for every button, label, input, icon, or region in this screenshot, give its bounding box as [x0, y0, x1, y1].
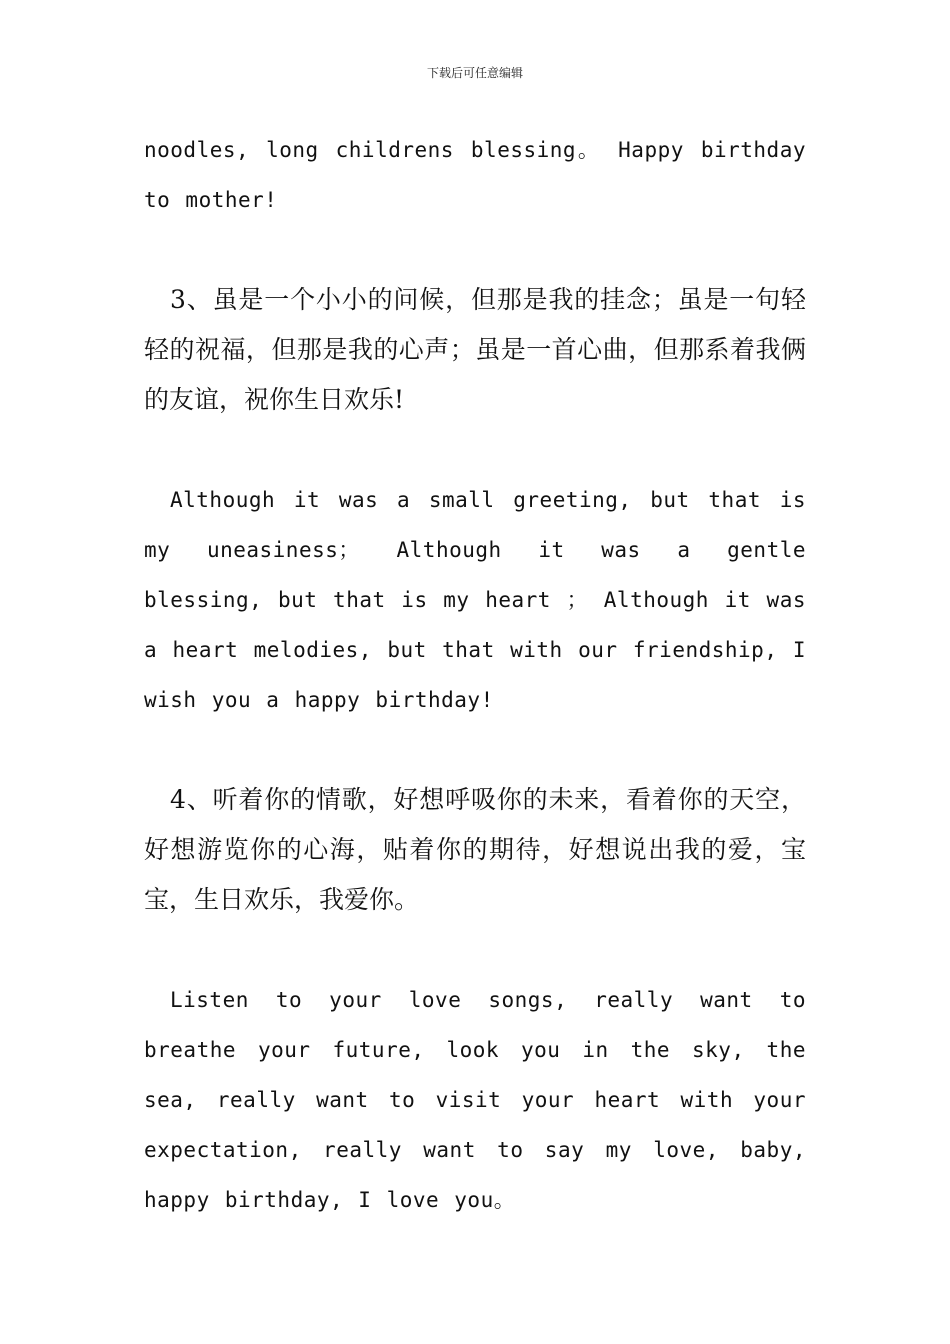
paragraph-gap [144, 925, 806, 975]
paragraph-english-1: noodles, long childrens blessing。 Happy birthday to mother! [144, 138, 806, 212]
page-header: 下载后可任意编辑 [426, 66, 523, 80]
paragraph-chinese-3: 3、虽是一个小小的问候，但那是我的挂念；虽是一句轻轻的祝福，但那是我的心声；虽是一首心曲，但那系着我俩的友谊，祝你生日欢乐! [144, 285, 806, 414]
document-body [144, 125, 806, 1225]
paragraph-english-3: Although it was a small greeting, but that is my uneasiness； Although it was a gentle blessing, but that is my heart ； Although it was a heart melodies, but that with our friendship, I wish you a happy birthday! [144, 488, 806, 712]
paragraph-gap [144, 425, 806, 475]
paragraph-english-4: Listen to your love songs, really want to breathe your future, look you in the sky, the sea, really want to visit your heart with your expectation, really want to say my love, baby, happy birthday, I love you。 [144, 988, 806, 1212]
paragraph-gap [144, 225, 806, 275]
paragraph-chinese-4: 4、听着你的情歌，好想呼吸你的未来，看着你的天空，好想游览你的心海，贴着你的期待，好想说出我的爱，宝宝，生日欢乐，我爱你。 [144, 785, 806, 914]
paragraph-gap [144, 725, 806, 775]
